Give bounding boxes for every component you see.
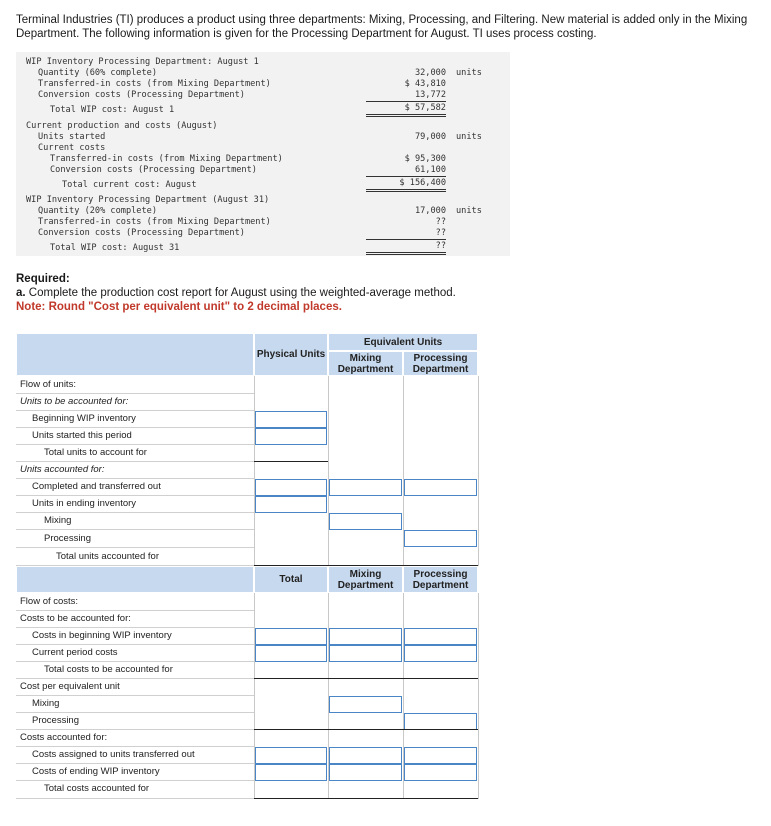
given-line: Transferred-in costs (from Mixing Department) <box>38 79 271 89</box>
beginning-wip-units-input[interactable] <box>255 411 327 428</box>
given-value: 13,772 <box>366 90 446 102</box>
row-label: Total costs to be accounted for <box>44 664 173 675</box>
col-physical-units: Physical Units <box>254 333 328 376</box>
given-line: Conversion costs (Processing Department) <box>38 228 245 238</box>
row-divider <box>16 495 254 496</box>
given-value: 61,100 <box>366 165 446 177</box>
row-divider <box>16 393 254 394</box>
row-label: Cost per equivalent unit <box>20 681 120 692</box>
total-underline <box>254 678 478 679</box>
total-underline <box>254 461 328 462</box>
row-label: Costs assigned to units transferred out <box>32 749 195 760</box>
row-label: Total units accounted for <box>56 551 159 562</box>
row-divider <box>16 661 254 662</box>
costs-transferred-mixing-input[interactable] <box>329 747 402 764</box>
total-underline <box>254 798 478 799</box>
ending-mixing-eu-input[interactable] <box>329 513 402 530</box>
header-blank <box>16 333 254 376</box>
beginning-costs-total-input[interactable] <box>255 628 327 645</box>
completed-processing-eu-input[interactable] <box>404 479 477 496</box>
given-value: $ 43,810 <box>404 79 446 89</box>
row-divider <box>16 746 254 747</box>
row-label: Units to be accounted for: <box>20 396 129 407</box>
current-costs-processing-input[interactable] <box>404 645 477 662</box>
given-line: Current production and costs (August) <box>26 121 218 131</box>
given-value: $ 57,582 <box>366 103 446 117</box>
row-label: Completed and transferred out <box>32 481 161 492</box>
given-value: ?? <box>366 228 446 240</box>
row-divider <box>16 695 254 696</box>
costs-transferred-processing-input[interactable] <box>404 747 477 764</box>
row-label: Costs to be accounted for: <box>20 613 131 624</box>
row-divider <box>16 780 254 781</box>
row-label: Flow of costs: <box>20 596 79 607</box>
given-line: Quantity (20% complete) <box>38 206 157 216</box>
given-line: Conversion costs (Processing Department) <box>50 165 257 175</box>
row-label: Mixing <box>44 515 72 526</box>
row-label: Processing <box>32 715 79 726</box>
row-divider <box>16 712 254 713</box>
required-section <box>16 272 456 314</box>
given-unit: units <box>456 132 482 142</box>
row-label: Units started this period <box>32 430 132 441</box>
header-blank <box>16 566 254 593</box>
part-a-label: a. <box>16 287 26 299</box>
given-unit: units <box>456 68 482 78</box>
col-processing-department-cost: Processing Department <box>403 566 478 593</box>
current-costs-mixing-input[interactable] <box>329 645 402 662</box>
given-line: Total current cost: August <box>62 180 197 190</box>
row-label: Total units to account for <box>44 447 147 458</box>
cost-per-eu-processing-input[interactable] <box>404 713 477 730</box>
given-line: WIP Inventory Processing Department (August 31) <box>26 195 270 205</box>
row-divider <box>16 729 254 730</box>
row-divider <box>16 427 254 428</box>
given-value: 17,000 <box>414 206 446 216</box>
costs-transferred-total-input[interactable] <box>255 747 327 764</box>
costs-ending-processing-input[interactable] <box>404 764 477 781</box>
completed-physical-input[interactable] <box>255 479 327 496</box>
row-label: Costs in beginning WIP inventory <box>32 630 172 641</box>
row-divider <box>16 678 254 679</box>
row-label: Units in ending inventory <box>32 498 137 509</box>
completed-mixing-eu-input[interactable] <box>329 479 402 496</box>
col-equivalent-units: Equivalent Units <box>328 333 478 351</box>
given-value: ?? <box>366 241 446 255</box>
row-divider <box>16 547 254 548</box>
row-label: Processing <box>44 533 91 544</box>
costs-ending-total-input[interactable] <box>255 764 327 781</box>
row-divider <box>16 610 254 611</box>
beginning-costs-processing-input[interactable] <box>404 628 477 645</box>
given-line: Transferred-in costs (from Mixing Department) <box>38 217 271 227</box>
given-line: WIP Inventory Processing Department: August 1 <box>26 57 259 67</box>
required-heading: Required: <box>16 273 70 285</box>
given-line: Units started <box>38 132 106 142</box>
row-label: Costs of ending WIP inventory <box>32 766 160 777</box>
row-divider <box>16 529 254 530</box>
given-value: ?? <box>435 217 446 227</box>
col-total: Total <box>254 566 328 593</box>
beginning-costs-mixing-input[interactable] <box>329 628 402 645</box>
part-a-text: Complete the production cost report for August using the weighted-average method. <box>28 287 456 299</box>
given-line: Total WIP cost: August 31 <box>50 243 180 253</box>
given-value: 79,000 <box>414 132 446 142</box>
cost-per-eu-mixing-input[interactable] <box>329 696 402 713</box>
row-label: Beginning WIP inventory <box>32 413 136 424</box>
row-label: Flow of units: <box>20 379 76 390</box>
grid-line <box>328 376 329 566</box>
given-data-panel <box>16 52 510 256</box>
given-line: Total WIP cost: August 1 <box>50 105 175 115</box>
row-divider <box>16 763 254 764</box>
units-started-input[interactable] <box>255 428 327 445</box>
ending-processing-eu-input[interactable] <box>404 530 477 547</box>
given-unit: units <box>456 206 482 216</box>
row-divider <box>16 444 254 445</box>
row-divider <box>16 512 254 513</box>
problem-intro: Terminal Industries (TI) produces a product using three departments: Mixing, Processing, and Filtering. New material is added only in the Mixing Department. The following information is given for the Processing Department for August. TI uses process costing. <box>16 14 748 40</box>
col-mixing-department: Mixing Department <box>328 351 403 376</box>
row-divider <box>16 644 254 645</box>
grid-line <box>478 376 479 566</box>
costs-ending-mixing-input[interactable] <box>329 764 402 781</box>
total-underline <box>254 729 478 730</box>
row-label: Current period costs <box>32 647 118 658</box>
row-label: Units accounted for: <box>20 464 105 475</box>
row-divider <box>16 478 254 479</box>
given-line: Quantity (60% complete) <box>38 68 157 78</box>
given-value: $ 156,400 <box>366 178 446 192</box>
row-label: Total costs accounted for <box>44 783 150 794</box>
given-line: Conversion costs (Processing Department) <box>38 90 245 100</box>
row-divider <box>16 627 254 628</box>
grid-line <box>254 376 255 566</box>
col-mixing-department-cost: Mixing Department <box>328 566 403 593</box>
given-value: 32,000 <box>414 68 446 78</box>
rounding-note: Note: Round "Cost per equivalent unit" to 2 decimal places. <box>16 301 342 313</box>
col-processing-department: Processing Department <box>403 351 478 376</box>
row-label: Costs accounted for: <box>20 732 108 743</box>
row-divider <box>16 410 254 411</box>
given-value: $ 95,300 <box>404 154 446 164</box>
ending-inventory-units-input[interactable] <box>255 496 327 513</box>
grid-line <box>478 593 479 799</box>
row-divider <box>16 461 254 462</box>
given-line: Current costs <box>38 143 106 153</box>
row-label: Mixing <box>32 698 60 709</box>
given-line: Transferred-in costs (from Mixing Department) <box>50 154 283 164</box>
current-costs-total-input[interactable] <box>255 645 327 662</box>
